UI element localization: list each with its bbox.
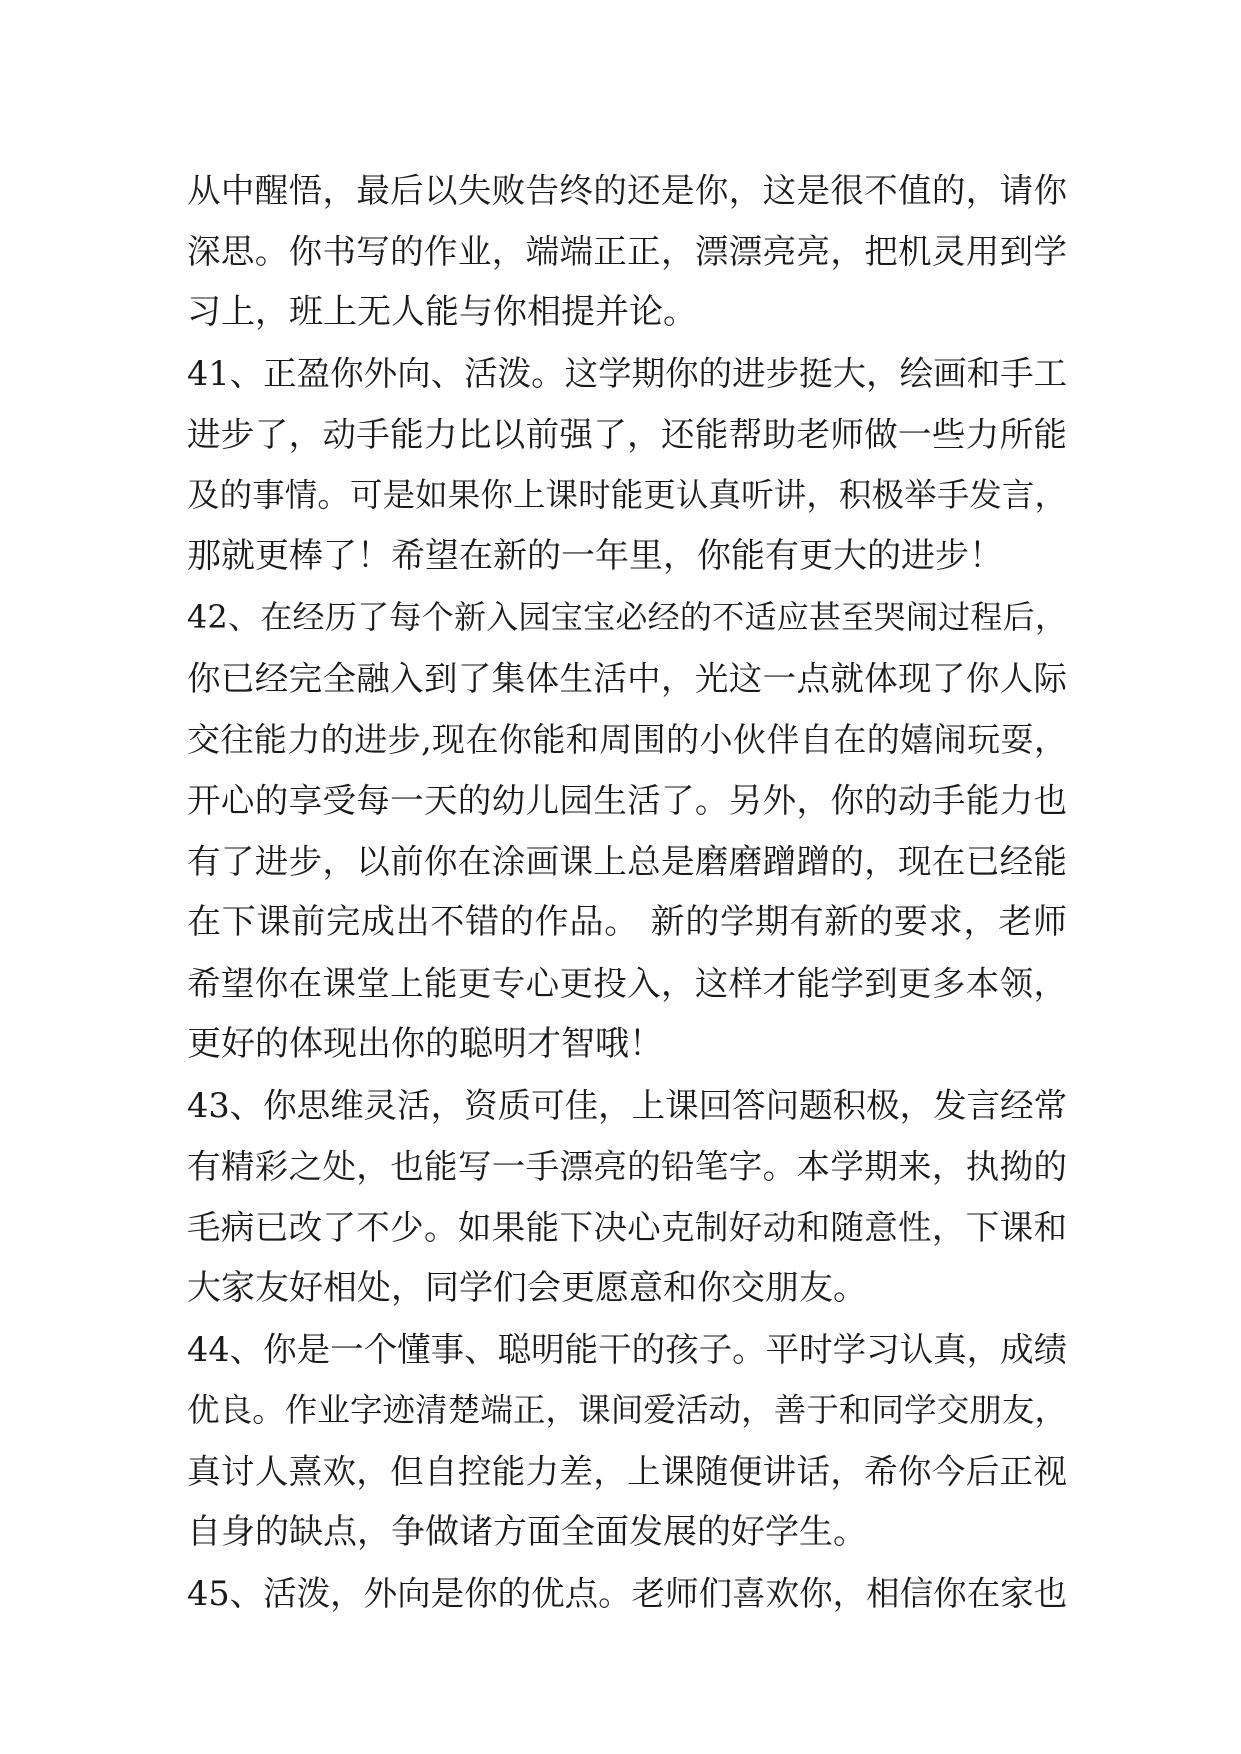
text-line: 在下课前完成出不错的作品。 新的学期有新的要求，老师 <box>187 902 1067 942</box>
text-line: 深思。你书写的作业，端端正正，漂漂亮亮，把机灵用到学 <box>187 232 1067 271</box>
text-line: 希望你在课堂上能更专心更投入，这样才能学到更多本领， <box>187 964 1067 1003</box>
text-line: 42、在经历了每个新入园宝宝必经的不适应甚至哭闹过程后， <box>187 598 1067 636</box>
text-line: 真讨人熹欢，但自控能力差，上课随便讲话，希你今后正视 <box>187 1452 1067 1491</box>
text-line: 45、活泼，外向是你的优点。老师们喜欢你，相信你在家也 <box>187 1574 1068 1613</box>
text-line: 大家友好相处，同学们会更愿意和你交朋友。 <box>187 1268 867 1308</box>
text-line: 自身的缺点，争做诸方面全面发展的好学生。 <box>187 1512 867 1552</box>
text-line: 从中醒悟，最后以失败告终的还是你，这是很不值的，请你 <box>187 171 1067 210</box>
text-line: 习上，班上无人能与你相提并论。 <box>187 292 697 332</box>
text-line: 有了进步，以前你在涂画课上总是磨磨蹭蹭的，现在已经能 <box>187 842 1067 881</box>
text-line: 有精彩之处，也能写一手漂亮的铅笔字。本学期来，执拗的 <box>187 1147 1067 1186</box>
text-line: 进步了，动手能力比以前强了，还能帮助老师做一些力所能 <box>187 415 1067 454</box>
text-line: 41、正盈你外向、活泼。这学期你的进步挺大，绘画和手工 <box>187 354 1068 393</box>
text-line: 43、你思维灵活，资质可佳，上课回答问题积极，发言经常 <box>187 1086 1068 1125</box>
text-line: 毛病已改了不少。如果能下决心克制好动和随意性，下课和 <box>187 1208 1067 1247</box>
text-line: 及的事情。可是如果你上课时能更认真听讲，积极举手发言， <box>187 476 1067 514</box>
text-line: 你已经完全融入到了集体生活中，光这一点就体现了你人际 <box>187 659 1067 698</box>
document-body <box>187 160 1067 1624</box>
text-line: 那就更棒了！希望在新的一年里，你能有更大的进步！ <box>187 536 1003 576</box>
text-line: 44、你是一个懂事、聪明能干的孩子。平时学习认真，成绩 <box>187 1330 1068 1369</box>
text-line: 优良。作业字迹清楚端正，课间爱活动，善于和同学交朋友， <box>187 1391 1067 1429</box>
text-line: 交往能力的进步,现在你能和周围的小伙伴自在的嬉闹玩耍， <box>187 720 1067 759</box>
text-line: 开心的享受每一天的幼儿园生活了。另外，你的动手能力也 <box>187 781 1067 820</box>
text-line: 更好的体现出你的聪明才智哦！ <box>187 1024 663 1064</box>
